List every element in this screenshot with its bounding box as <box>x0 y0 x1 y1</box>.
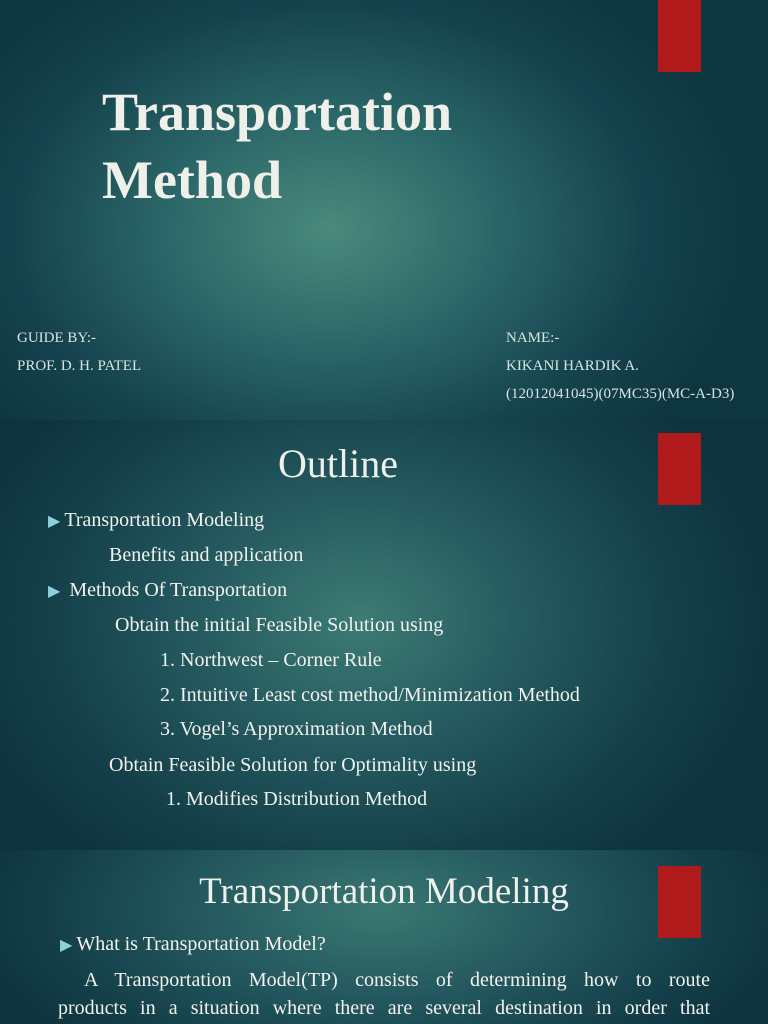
outline-subsubitem: 3. Vogel’s Approximation Method <box>160 718 433 740</box>
outline-item-text: Transportation Modeling <box>64 509 265 531</box>
outline-subsubitem: 1. Modifies Distribution Method <box>166 788 428 810</box>
title-line-2: Method <box>102 150 282 210</box>
title-slide <box>0 0 768 420</box>
transportation-modeling-slide <box>0 850 768 1024</box>
student-name: KIKANI HARDIK A. <box>506 358 639 374</box>
outline-subsubitem: 1. Northwest – Corner Rule <box>160 649 382 671</box>
outline-item <box>48 579 287 602</box>
slide-title: Transportation Modeling <box>199 871 569 912</box>
title-line-1: Transportation <box>102 82 453 142</box>
guide-block <box>17 324 141 380</box>
outline-title: Outline <box>278 441 398 486</box>
outline-item-text: Methods Of Transportation <box>69 579 288 601</box>
question-item <box>60 933 326 956</box>
student-id: (12012041045)(07MC35)(MC-A-D3) <box>506 386 735 402</box>
guide-name: PROF. D. H. PATEL <box>17 358 142 374</box>
outline-subsubitem: 2. Intuitive Least cost method/Minimization Method <box>160 684 580 706</box>
question-text: What is Transportation Model? <box>76 933 326 955</box>
outline-item <box>48 509 264 532</box>
triangle-bullet-icon: ▶ <box>48 513 61 530</box>
outline-subitem: Obtain the initial Feasible Solution using <box>115 614 444 636</box>
student-block <box>506 324 734 408</box>
paragraph-line: A Transportation Model(TP) consists of determining how to route <box>84 969 710 991</box>
outline-subitem: Benefits and application <box>109 544 304 566</box>
definition-paragraph <box>58 966 710 1022</box>
name-label: NAME:- <box>506 330 560 346</box>
outline-slide <box>0 420 768 850</box>
guide-label: GUIDE BY:- <box>17 330 97 346</box>
slide-accent-bar <box>658 0 701 72</box>
paragraph-line: products in a situation where there are several destination in order that <box>58 997 710 1019</box>
triangle-bullet-icon: ▶ <box>60 937 73 954</box>
presentation-title <box>102 78 452 214</box>
outline-subitem: Obtain Feasible Solution for Optimality using <box>109 754 477 776</box>
triangle-bullet-icon: ▶ <box>48 583 61 600</box>
